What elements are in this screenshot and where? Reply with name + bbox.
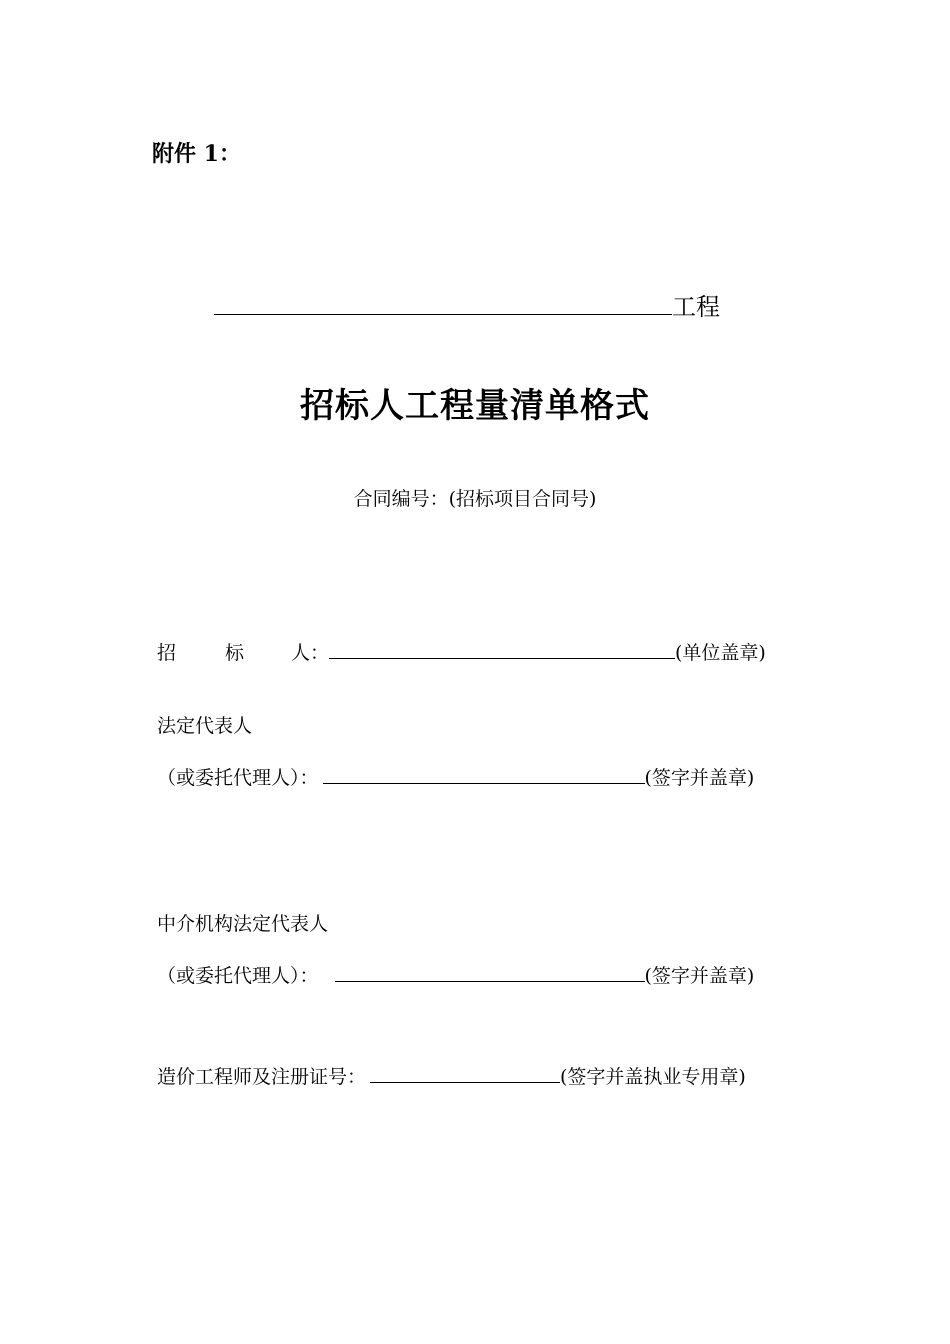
tenderer-label-char-1: 招 xyxy=(157,642,177,664)
agency-rep-label: 中介机构法定代表人 xyxy=(157,913,329,935)
legal-rep-proxy-label: （或委托代理人）： xyxy=(157,767,319,789)
cost-engineer-row xyxy=(157,1060,746,1089)
tenderer-blank[interactable] xyxy=(329,636,675,659)
project-name-blank[interactable] xyxy=(214,292,672,315)
project-name-line xyxy=(214,287,720,322)
agency-rep-note: (签字并盖章) xyxy=(644,965,755,987)
agency-rep-blank[interactable] xyxy=(335,959,645,982)
legal-rep-label: 法定代表人 xyxy=(157,715,253,737)
tenderer-row xyxy=(157,636,766,665)
agency-rep-proxy-label: （或委托代理人）： xyxy=(157,965,319,987)
agency-rep-row xyxy=(157,959,754,988)
tenderer-label-char-2: 标 xyxy=(225,642,245,664)
legal-rep-note: (签字并盖章) xyxy=(644,767,755,789)
attachment-label: 附件 1： xyxy=(152,141,241,167)
project-suffix: 工程 xyxy=(672,293,720,321)
legal-rep-row xyxy=(157,761,754,790)
tenderer-label-char-3: 人： xyxy=(291,642,330,664)
legal-rep-blank[interactable] xyxy=(323,761,645,784)
tenderer-note: (单位盖章) xyxy=(675,642,766,664)
contract-number: 合同编号：(招标项目合同号) xyxy=(353,488,597,510)
document-title: 招标人工程量清单格式 xyxy=(300,386,650,426)
cost-engineer-blank[interactable] xyxy=(370,1060,560,1083)
cost-engineer-note: (签字并盖执业专用章) xyxy=(560,1066,746,1088)
cost-engineer-label: 造价工程师及注册证号： xyxy=(157,1066,367,1088)
